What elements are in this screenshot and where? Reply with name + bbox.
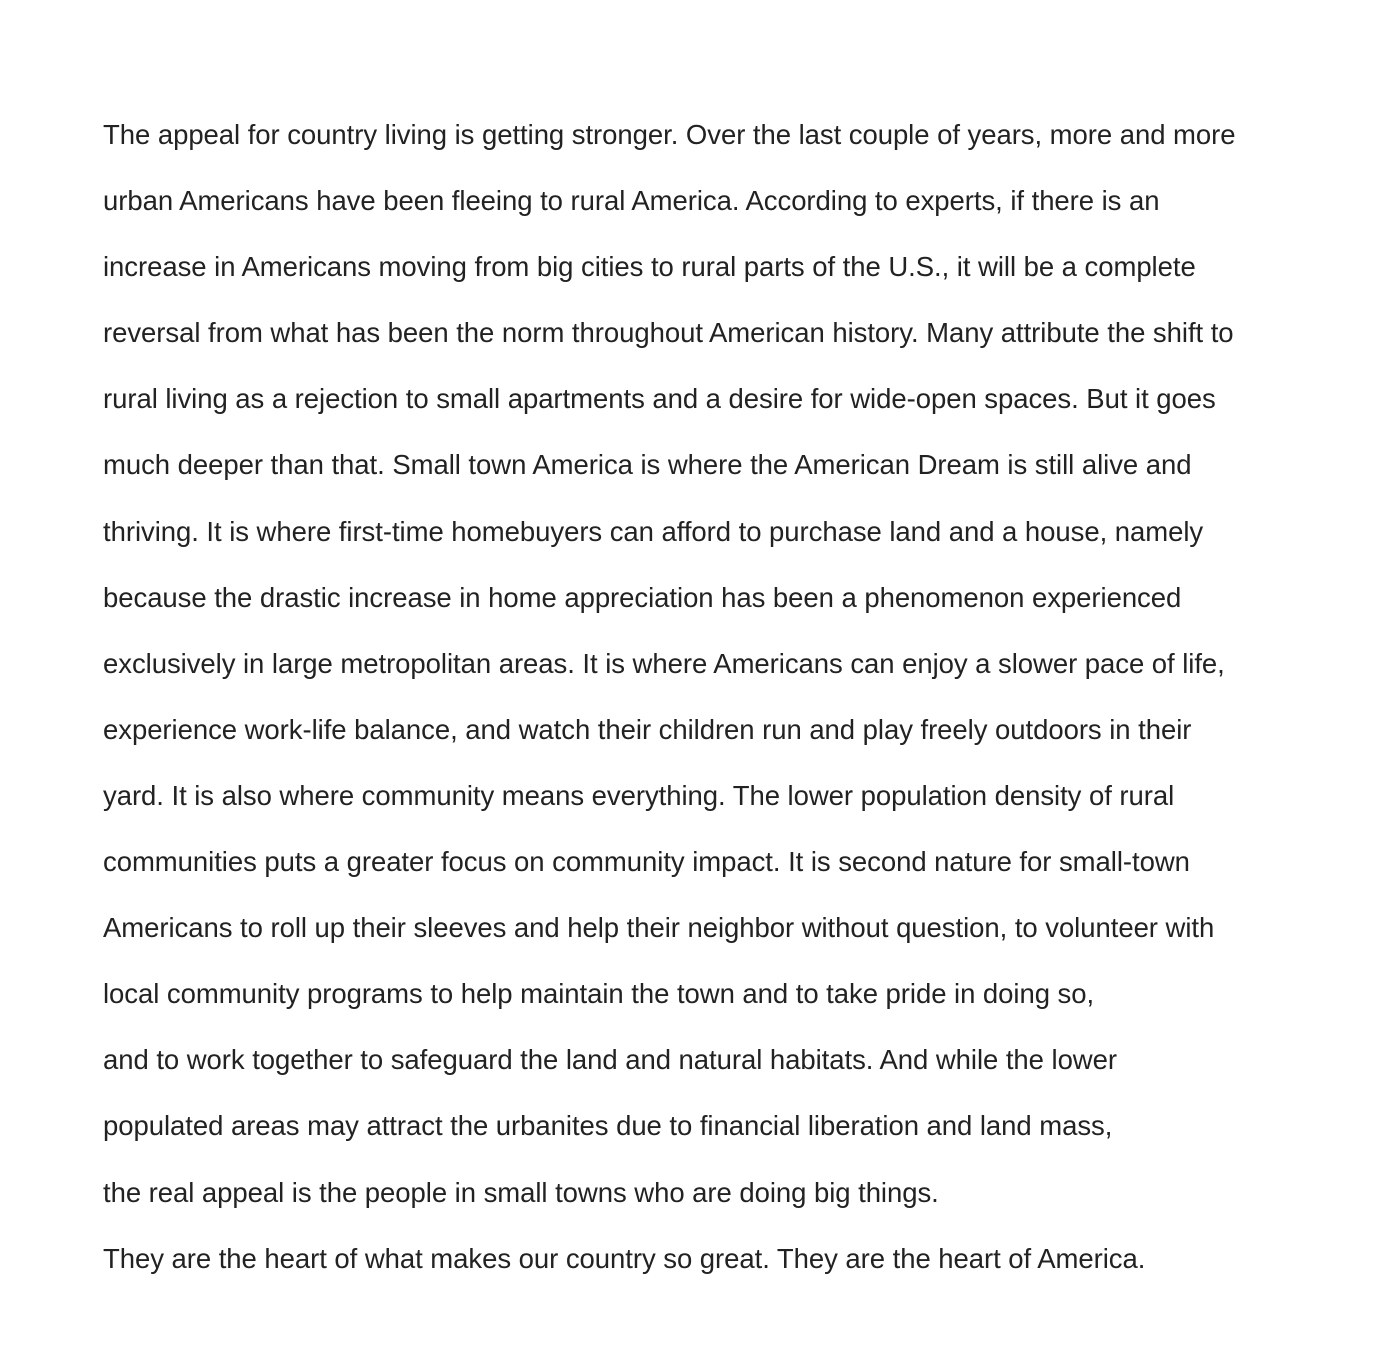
article-line: yard. It is also where community means everything. The lower population density of rural bbox=[103, 779, 1175, 811]
article-line: rural living as a rejection to small apartments and a desire for wide-open spaces. But it goes bbox=[103, 383, 1216, 415]
article-line: Americans to roll up their sleeves and help their neighbor without question, to volunteer with bbox=[103, 912, 1215, 944]
article-line: thriving. It is where first-time homebuyers can afford to purchase land and a house, namely bbox=[103, 515, 1204, 547]
article-line: much deeper than that. Small town America is where the American Dream is still alive and bbox=[103, 449, 1192, 481]
article-line: urban Americans have been fleeing to rural America. According to experts, if there is an bbox=[103, 185, 1160, 217]
article-line: increase in Americans moving from big cities to rural parts of the U.S., it will be a complete bbox=[103, 251, 1196, 283]
article-line: the real appeal is the people in small towns who are doing big things. bbox=[103, 1176, 939, 1208]
article-line: reversal from what has been the norm throughout American history. Many attribute the shift to bbox=[103, 317, 1234, 349]
article-line: local community programs to help maintain the town and to take pride in doing so, bbox=[103, 978, 1095, 1010]
article-line: because the drastic increase in home appreciation has been a phenomenon experienced bbox=[103, 581, 1182, 613]
article-line: The appeal for country living is getting stronger. Over the last couple of years, more and more bbox=[103, 119, 1236, 150]
article-line: and to work together to safeguard the land and natural habitats. And while the lower bbox=[103, 1044, 1117, 1076]
article-line: communities puts a greater focus on community impact. It is second nature for small-town bbox=[103, 846, 1190, 878]
article-line: exclusively in large metropolitan areas. It is where Americans can enjoy a slower pace of life, bbox=[103, 647, 1225, 679]
article-line: They are the heart of what makes our country so great. They are the heart of America. bbox=[103, 1242, 1146, 1274]
article-body bbox=[103, 102, 1363, 1292]
article-line: populated areas may attract the urbanites due to financial liberation and land mass, bbox=[103, 1110, 1113, 1142]
article-line: experience work-life balance, and watch their children run and play freely outdoors in their bbox=[103, 713, 1192, 745]
